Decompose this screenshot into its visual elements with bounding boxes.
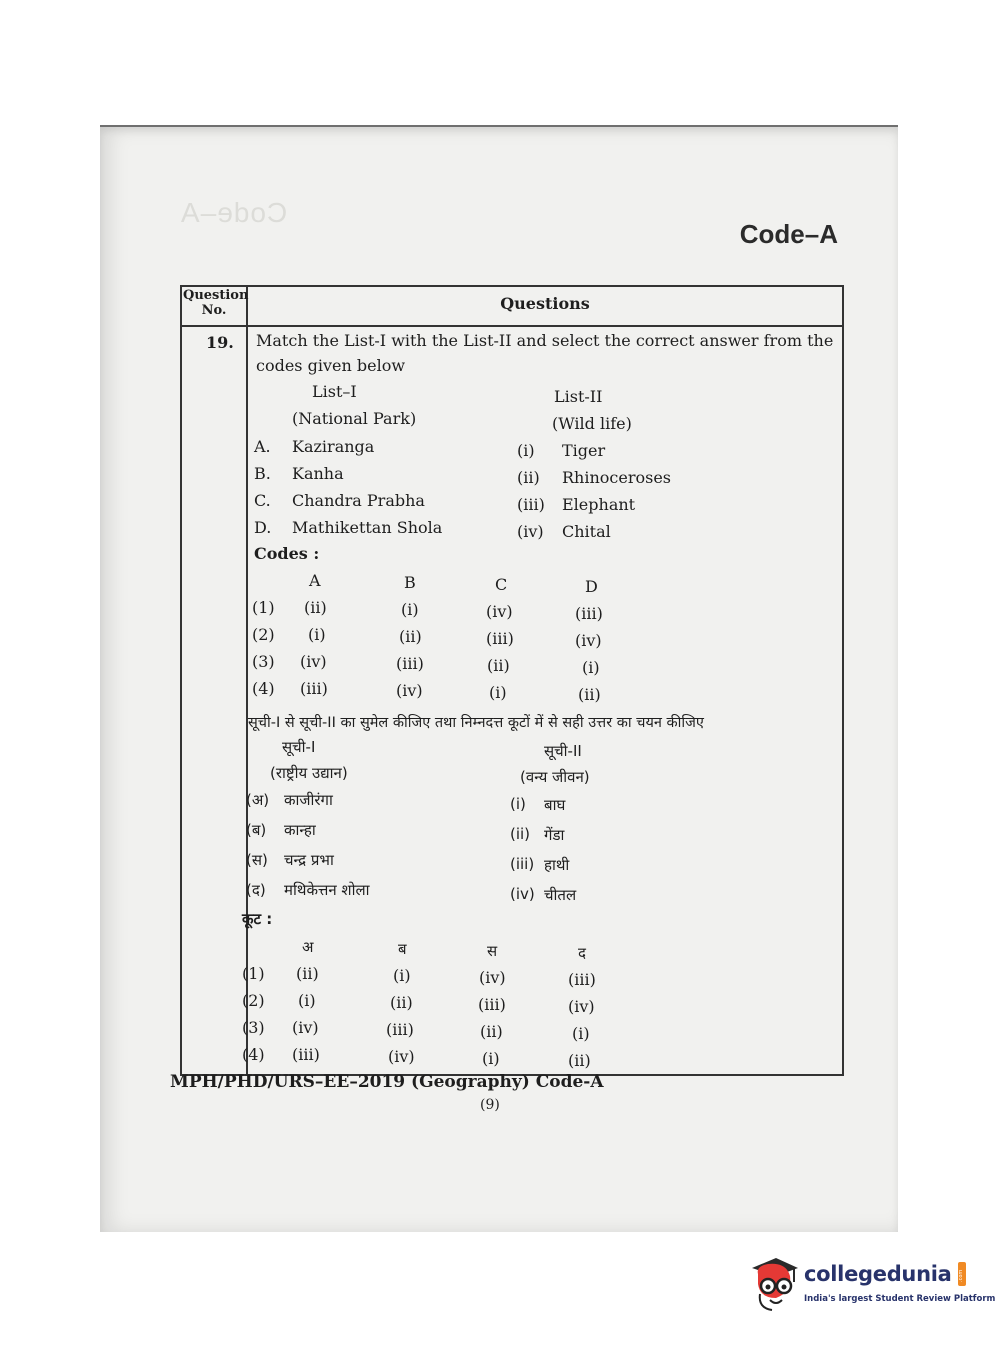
hindi-code-option: (4) — [242, 1045, 265, 1064]
hindi-code-value: (i) — [298, 991, 316, 1010]
column-header-questions: Questions — [500, 294, 590, 313]
code-option: (4) — [252, 679, 275, 698]
hindi-code-value: (i) — [393, 966, 411, 985]
list2-item-key: (i) — [517, 441, 535, 460]
code-value: (iii) — [396, 654, 424, 673]
code-value: (i) — [401, 600, 419, 619]
logo-tagline: India's largest Student Review Platform — [804, 1294, 996, 1304]
code-option: (1) — [252, 598, 275, 617]
list2-subtitle: (Wild life) — [552, 414, 632, 433]
list1-item-text: Chandra Prabha — [292, 491, 425, 510]
hindi-list1-title: सूची-I — [282, 738, 316, 756]
page-number: (9) — [480, 1097, 500, 1113]
hindi-list1-item-text: काजीरंगा — [284, 791, 333, 809]
list2-item-text: Tiger — [562, 441, 606, 460]
exam-footer: MPH/PHD/URS–EE–2019 (Geography) Code-A — [170, 1072, 604, 1092]
hindi-list1-item-text: कान्हा — [284, 821, 316, 839]
hindi-list2-item-text: हाथी — [544, 856, 570, 874]
code-value: (iv) — [300, 652, 327, 671]
hindi-list2-title: सूची-II — [544, 742, 582, 760]
student-mascot-icon — [746, 1254, 800, 1314]
list1-item-text: Mathikettan Shola — [292, 518, 443, 537]
question-text-line-2: codes given below — [256, 356, 406, 375]
codes-col-header: C — [495, 575, 508, 594]
list1-item-text: Kanha — [292, 464, 344, 483]
code-value: (i) — [489, 683, 507, 702]
hindi-list2-item-text: गेंडा — [544, 826, 565, 844]
hindi-list1-item-key: (स) — [246, 851, 268, 869]
list2-item-key: (iii) — [517, 495, 545, 514]
hindi-codes-col-header: स — [487, 942, 498, 960]
hindi-code-option: (3) — [242, 1018, 265, 1037]
code-value: (ii) — [578, 685, 601, 704]
codes-col-header: B — [404, 573, 416, 592]
hindi-code-value: (iv) — [388, 1047, 415, 1066]
hindi-list2-subtitle: (वन्य जीवन) — [520, 768, 590, 786]
list1-item-key: A. — [254, 437, 271, 456]
logo-com-text: .com — [958, 1269, 964, 1282]
hindi-code-value: (iii) — [478, 995, 506, 1014]
list2-item-key: (ii) — [517, 468, 540, 487]
hindi-list1-item-text: मथिकेत्तन शोला — [284, 881, 370, 899]
hindi-list1-item-key: (अ) — [246, 791, 270, 809]
hindi-list2-item-text: बाघ — [544, 796, 566, 814]
hindi-code-value: (iv) — [568, 997, 595, 1016]
hindi-code-value: (iii) — [292, 1045, 320, 1064]
hindi-list1-item-text: चन्द्र प्रभा — [284, 851, 334, 869]
list2-item-text: Elephant — [562, 495, 636, 514]
hindi-list2-item-key: (i) — [510, 795, 526, 813]
list1-item-text: Kaziranga — [292, 437, 375, 456]
hindi-code-value: (ii) — [568, 1051, 591, 1070]
logo-name: collegedunia — [804, 1262, 952, 1286]
list1-title: List–I — [312, 382, 357, 401]
hindi-code-value: (iii) — [568, 970, 596, 989]
list2-item-text: Rhinoceroses — [562, 468, 672, 487]
list2-item-text: Chital — [562, 522, 611, 541]
code-value: (iv) — [575, 631, 602, 650]
bleed-through-text: Code–A — [180, 197, 288, 228]
hindi-codes-label: कूट : — [242, 910, 273, 928]
hindi-code-value: (ii) — [390, 993, 413, 1012]
list1-subtitle: (National Park) — [292, 409, 417, 428]
hindi-code-value: (i) — [572, 1024, 590, 1043]
hindi-list2-item-text: चीतल — [544, 886, 577, 904]
hindi-code-value: (iv) — [292, 1018, 319, 1037]
hindi-code-value: (ii) — [480, 1022, 503, 1041]
logo-com-badge — [958, 1262, 966, 1286]
hindi-codes-col-header: अ — [302, 938, 314, 956]
hindi-question-text: सूची-I से सूची-II का सुमेल कीजिए तथा निम्नदत्त कूटों में से सही उत्तर का चयन कीजिए — [248, 715, 704, 731]
hindi-code-value: (iii) — [386, 1020, 414, 1039]
hindi-code-option: (1) — [242, 964, 265, 983]
list1-item-key: D. — [254, 518, 272, 537]
code-value: (ii) — [399, 627, 422, 646]
code-value: (ii) — [487, 656, 510, 675]
hindi-codes-col-header: ब — [398, 940, 407, 958]
code-value: (iv) — [396, 681, 423, 700]
hindi-list1-subtitle: (राष्ट्रीय उद्यान) — [270, 764, 348, 782]
hindi-code-value: (iv) — [479, 968, 506, 987]
code-value: (i) — [582, 658, 600, 677]
code-option: (2) — [252, 625, 275, 644]
scanned-page — [100, 125, 898, 1232]
codes-col-header: A — [309, 571, 321, 590]
hindi-list1-item-key: (ब) — [246, 821, 267, 839]
code-option: (3) — [252, 652, 275, 671]
codes-label: Codes : — [254, 544, 320, 563]
question-number: 19. — [206, 333, 234, 352]
code-value: (iv) — [486, 602, 513, 621]
page-code-heading: Code–A — [739, 219, 838, 249]
question-table — [180, 285, 844, 1076]
hindi-codes-col-header: द — [578, 944, 586, 962]
hindi-code-option: (2) — [242, 991, 265, 1010]
hindi-list1-item-key: (द) — [246, 881, 266, 899]
column-header-question-no: Question No. — [183, 288, 249, 318]
list1-item-key: C. — [254, 491, 271, 510]
code-value: (iii) — [486, 629, 514, 648]
hindi-list2-item-key: (ii) — [510, 825, 531, 843]
list1-item-key: B. — [254, 464, 271, 483]
hindi-list2-item-key: (iii) — [510, 855, 535, 873]
code-value: (i) — [308, 625, 326, 644]
list2-title: List-II — [554, 387, 603, 406]
question-text-line-1: Match the List-I with the List-II and select the correct answer from the — [256, 331, 834, 350]
hindi-code-value: (ii) — [296, 964, 319, 983]
hindi-list2-item-key: (iv) — [510, 885, 535, 903]
hindi-code-value: (i) — [482, 1049, 500, 1068]
code-value: (iii) — [575, 604, 603, 623]
codes-col-header: D — [585, 577, 598, 596]
code-value: (iii) — [300, 679, 328, 698]
collegedunia-logo[interactable] — [746, 1250, 996, 1322]
code-value: (ii) — [304, 598, 327, 617]
list2-item-key: (iv) — [517, 522, 544, 541]
